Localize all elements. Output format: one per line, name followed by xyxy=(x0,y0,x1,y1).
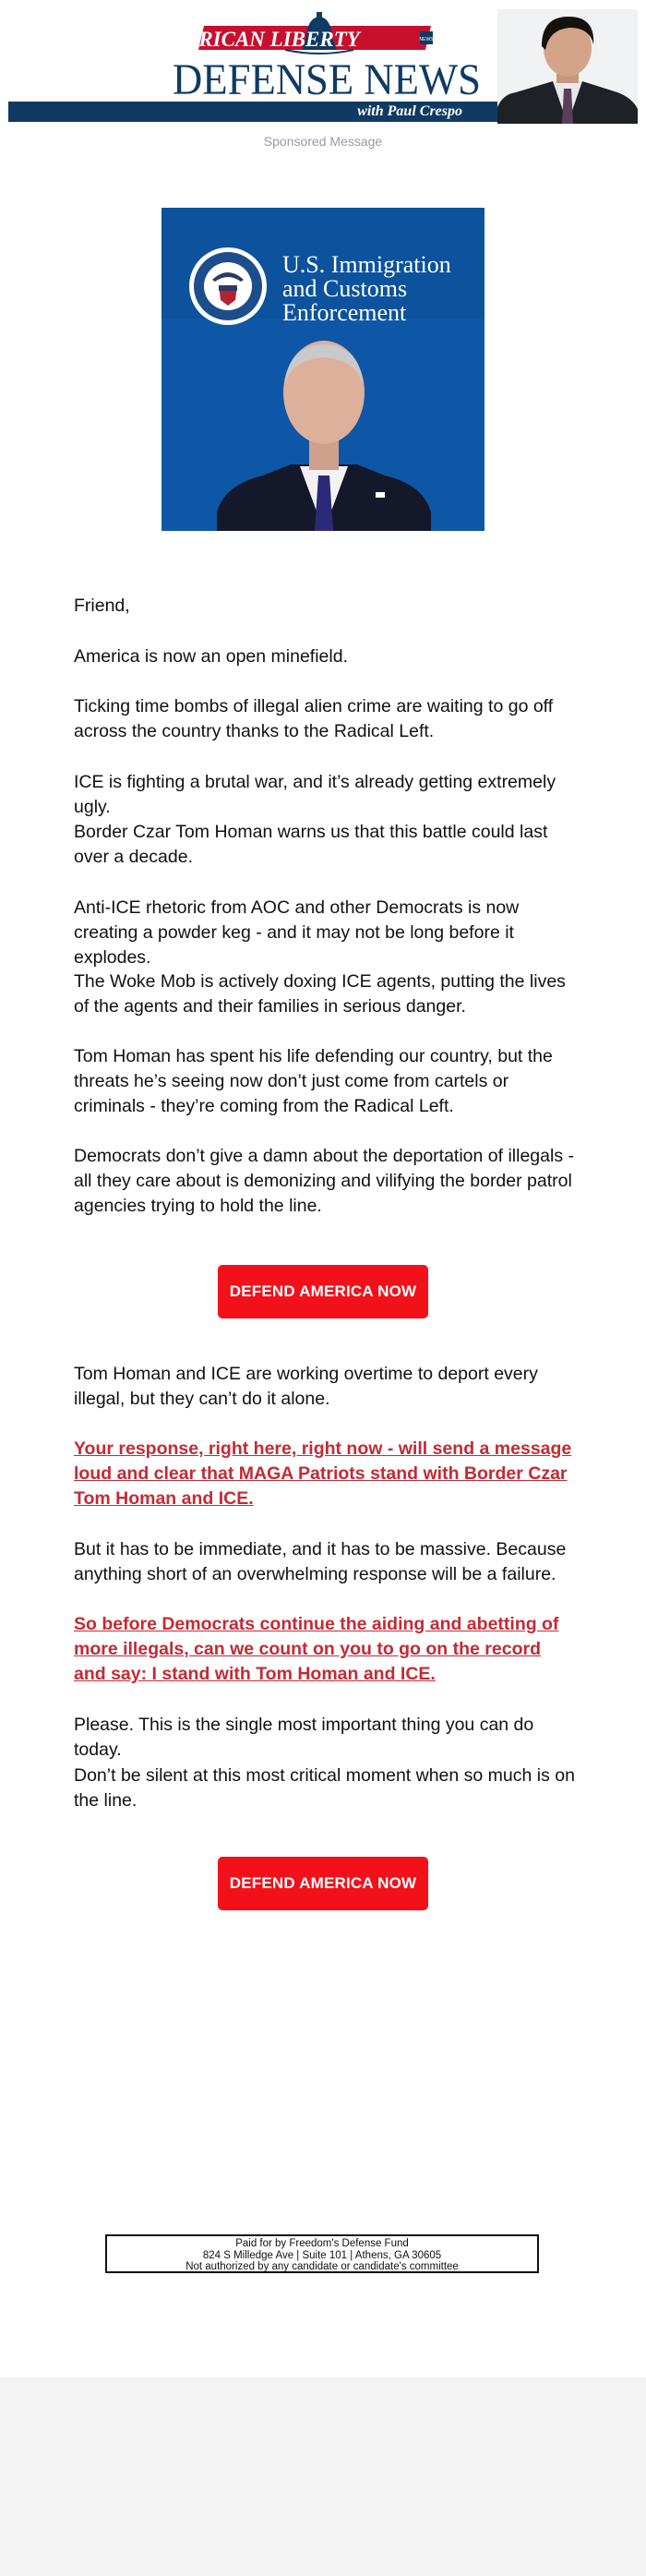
body-paragraph: Tom Homan has spent his life defending our country, but the threats he’s seeing now don’t just come from cartels or criminals - they’re coming from the Radical Left. xyxy=(74,1046,553,1116)
disclaimer-line-3: Not authorized by any candidate or candidate's committee xyxy=(185,2261,459,2272)
body-paragraph: The Woke Mob is actively doxing ICE agents, putting the lives of the agents and their families in serious danger. xyxy=(74,971,566,1017)
red-callout-link[interactable]: Your response, right here, right now - will send a message loud and clear that MAGA Patriots stand with Border Czar Tom Homan and ICE. xyxy=(74,1438,572,1509)
body-paragraph: Ticking time bombs of illegal alien crime are waiting to go off across the country thanks to the Radical Left. xyxy=(74,696,554,741)
greeting: Friend, xyxy=(74,596,130,616)
defend-america-button[interactable]: DEFEND AMERICA NOW xyxy=(218,1265,428,1318)
host-byline: with Paul Crespo xyxy=(357,103,462,119)
body-paragraph: Anti-ICE rhetoric from AOC and other Democrats is now creating a powder keg - and it may not be long before it explodes. xyxy=(74,897,520,968)
defend-america-button[interactable]: DEFEND AMERICA NOW xyxy=(218,1857,428,1910)
body-paragraph: America is now an open minefield. xyxy=(74,646,348,667)
masthead-logo xyxy=(8,9,507,102)
body-paragraph: Border Czar Tom Homan warns us that this battle could last over a decade. xyxy=(74,822,548,867)
brand-small-text: NEWS xyxy=(419,37,434,42)
brand-top-text: AMERICAN LIBERTY xyxy=(151,28,360,51)
hero-image[interactable] xyxy=(162,208,484,531)
body-paragraph: ICE is fighting a brutal war, and it’s already getting extremely ugly. xyxy=(74,772,556,817)
hero-title-line-2: and Customs xyxy=(282,275,408,302)
body-paragraph: Democrats don’t give a damn about the deportation of illegals - all they care about is demonizing and vilifying the border patrol agencies trying to hold the line. xyxy=(74,1146,574,1216)
host-photo xyxy=(497,9,638,124)
disclaimer-line-1: Paid for by Freedom's Defense Fund xyxy=(235,2238,409,2249)
brand-main-text: DEFENSE NEWS xyxy=(173,55,481,102)
red-callout-link[interactable]: So before Democrats continue the aiding and abetting of more illegals, can we count on you to go on the record and say: I stand with Tom Homan and ICE. xyxy=(74,1614,559,1684)
body-paragraph: But it has to be immediate, and it has to be massive. Because anything short of an overwhelming response will be a failure. xyxy=(74,1539,567,1584)
hero-title-line-3: Enforcement xyxy=(282,299,407,326)
sponsored-label: Sponsored Message xyxy=(263,134,383,149)
hero-title-line-1: U.S. Immigration xyxy=(282,251,451,278)
body-paragraph: Please. This is the single most important thing you can do today. xyxy=(74,1715,534,1760)
paid-for-disclaimer xyxy=(105,2234,539,2273)
body-paragraph: Tom Homan and ICE are working overtime to deport every illegal, but they can’t do it alone. xyxy=(74,1364,538,1409)
disclaimer-line-2: 824 S Milledge Ave | Suite 101 | Athens, GA 30605 xyxy=(202,2249,442,2261)
body-paragraph: Don’t be silent at this most critical moment when so much is on the line. xyxy=(74,1765,575,1811)
dhs-seal-icon xyxy=(189,247,267,325)
masthead[interactable] xyxy=(8,9,638,124)
